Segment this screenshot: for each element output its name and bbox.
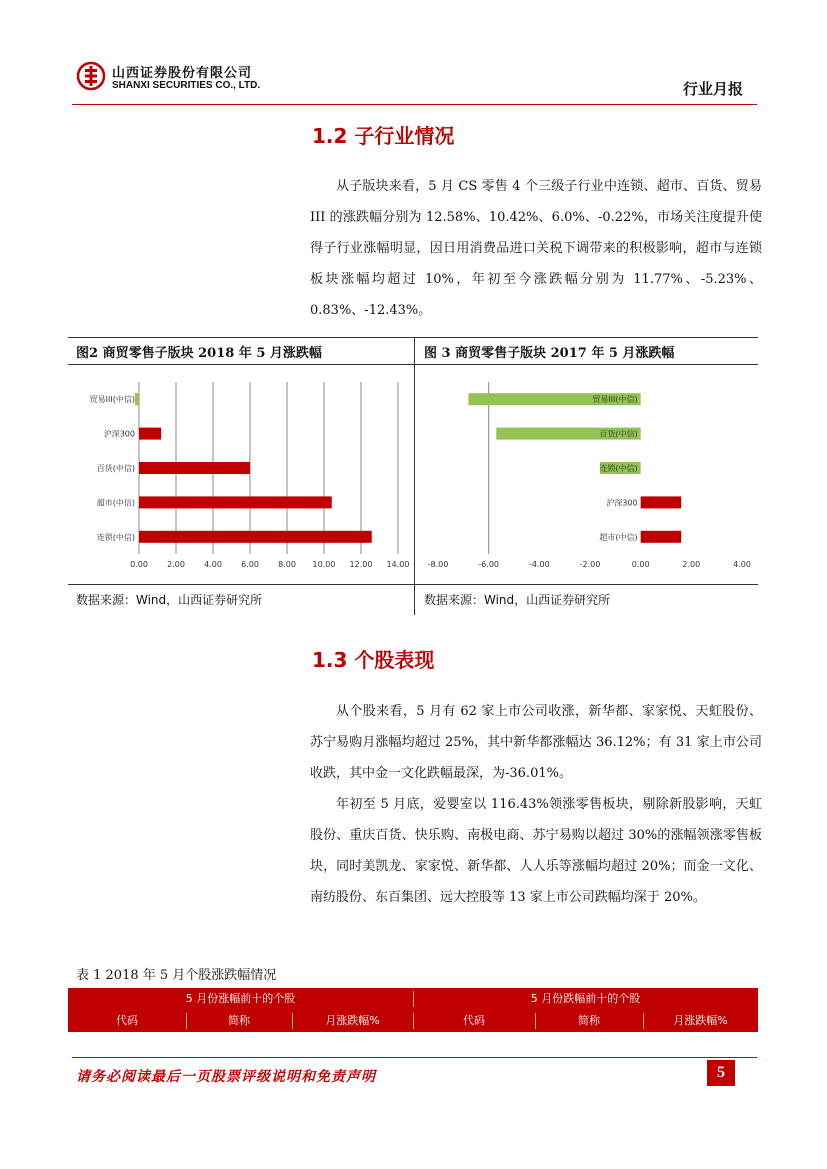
column-code: 代码	[463, 1014, 485, 1027]
bar	[139, 428, 161, 440]
section-1-3-body	[310, 696, 762, 913]
category-label: 贸易III(中信)	[592, 395, 638, 405]
x-tick-label: -4.00	[528, 560, 550, 569]
bar	[135, 393, 139, 405]
x-tick-label: 4.00	[733, 560, 751, 569]
company-logo-icon	[76, 61, 106, 91]
category-label: 百货(中信)	[599, 429, 638, 439]
bar	[641, 531, 682, 543]
x-tick-label: 6.00	[241, 560, 259, 569]
figure-2-chart	[68, 368, 413, 583]
category-label: 沪深300	[103, 429, 135, 439]
section-title-1-2: 1.2 子行业情况	[312, 124, 455, 148]
header-divider	[72, 104, 757, 105]
bar	[139, 531, 372, 543]
category-label: 沪深300	[606, 498, 638, 508]
paragraph: 年初至 5 月底，爱婴室以 116.43%领涨零售板块，剔除新股影响，天虹股份、重庆百货、快乐购、南极电商、苏宁易购以超过 30%的涨幅领涨零售板块，同时美凯龙、家家悦、新华都、人人乐等涨幅均超过 20%；而金一文化、南纺股份、东百集团、远大控股等 13 家上市公司跌幅均深于 20%。	[310, 797, 762, 905]
table-group-losers: 5 月份跌幅前十的个股	[530, 992, 641, 1005]
company-name-en: SHANXI SECURITIES CO., LTD.	[112, 80, 261, 91]
column-name: 简称	[578, 1014, 600, 1027]
figure-caption-rule	[68, 364, 758, 365]
bar	[641, 496, 682, 508]
x-tick-label: 0.00	[631, 560, 650, 569]
column-code: 代码	[116, 1014, 138, 1027]
category-label: 连锁(中信)	[96, 532, 135, 542]
x-tick-label: 4.00	[204, 560, 222, 569]
table-column-header	[68, 1010, 758, 1032]
table-group-header	[68, 988, 758, 1010]
footer-disclaimer: 请务必阅读最后一页股票评级说明和免责声明	[76, 1069, 376, 1085]
figure-separator	[414, 337, 415, 615]
category-label: 超市(中信)	[599, 532, 638, 542]
x-tick-label: 10.00	[312, 560, 336, 569]
figure-bottom-rule	[68, 584, 758, 585]
x-tick-label: 8.00	[278, 560, 296, 569]
footer-divider	[72, 1057, 757, 1058]
page-number: 5	[707, 1060, 735, 1086]
figure-2-caption: 图2 商贸零售子版块 2018 年 5 月涨跌幅	[76, 346, 322, 361]
column-name: 简称	[228, 1014, 250, 1027]
x-tick-label: 2.00	[682, 560, 701, 569]
section-title-1-3: 1.3 个股表现	[312, 648, 435, 672]
report-type: 行业月报	[683, 80, 744, 98]
table-1-caption: 表 1 2018 年 5 月个股涨跌幅情况	[76, 968, 277, 983]
section-1-2-body	[310, 171, 762, 326]
x-tick-label: -8.00	[427, 560, 449, 569]
x-tick-label: -6.00	[478, 560, 500, 569]
figure-2-source: 数据来源：Wind，山西证券研究所	[76, 593, 263, 607]
category-label: 超市(中信)	[96, 498, 135, 508]
x-tick-label: -2.00	[579, 560, 601, 569]
figure-3-source: 数据来源：Wind，山西证券研究所	[424, 593, 611, 607]
x-tick-label: 12.00	[349, 560, 373, 569]
bar	[139, 496, 332, 508]
figure-top-rule	[68, 337, 758, 338]
x-tick-label: 14.00	[386, 560, 410, 569]
figure-3-chart	[416, 368, 758, 583]
category-label: 连锁(中信)	[599, 464, 638, 473]
company-name-cn: 山西证券股份有限公司	[112, 66, 253, 81]
bar	[139, 462, 250, 474]
paragraph: 从个股来看，5 月有 62 家上市公司收涨，新华都、家家悦、天虹股份、苏宁易购月涨幅均超过 25%，其中新华都涨幅达 36.12%；有 31 家上市公司收跌，其中金一文化跌幅最深，为-36.01%。	[310, 704, 762, 781]
column-change: 月涨跌幅%	[325, 1014, 380, 1027]
paragraph: 从子版块来看，5 月 CS 零售 4 个三级子行业中连锁、超市、百货、贸易 III 的涨跌幅分别为 12.58%、10.42%、6.0%、-0.22%，市场关注度提升使得子行业涨幅明显，因日用消费品进口关税下调带来的积极影响，超市与连锁板块涨幅均超过 10%，年初至今涨跌幅分别为 11.77%、-5.23%、0.83%、-12.43%。	[310, 179, 762, 318]
category-label: 贸易III(中信)	[89, 395, 135, 405]
column-change: 月涨跌幅%	[673, 1014, 728, 1027]
figure-3-caption: 图 3 商贸零售子版块 2017 年 5 月涨跌幅	[424, 346, 675, 361]
x-tick-label: 2.00	[167, 560, 185, 569]
x-tick-label: 0.00	[130, 560, 148, 569]
category-label: 百货(中信)	[96, 464, 135, 473]
table-group-gainers: 5 月份涨幅前十的个股	[185, 992, 296, 1005]
